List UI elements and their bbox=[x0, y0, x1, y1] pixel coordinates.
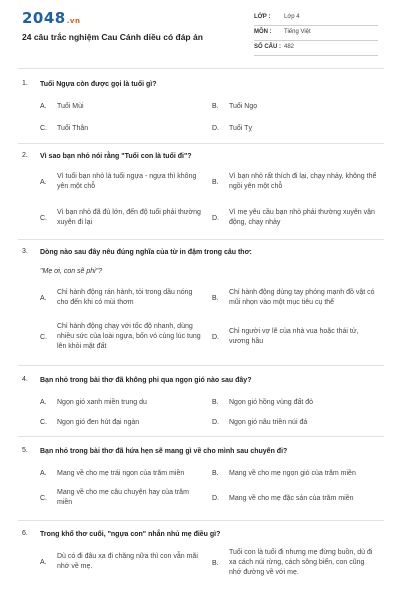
option-text: Vì bạn nhỏ rất thích đi lại, chạy nhảy, không thể ngồi yên một chỗ bbox=[229, 173, 377, 190]
document-title: 24 câu trắc nghiệm Cau Cánh diều có đáp án bbox=[22, 32, 203, 42]
option-text: Tuổi Thân bbox=[57, 125, 89, 132]
question-number: 1. bbox=[22, 80, 28, 87]
divider bbox=[18, 239, 384, 240]
question-number: 3. bbox=[22, 248, 28, 255]
meta-count-key: SỐ CÂU : bbox=[254, 44, 281, 50]
option-c[interactable] bbox=[40, 322, 210, 354]
option-letter: A. bbox=[40, 103, 47, 110]
option-c[interactable] bbox=[40, 208, 210, 230]
option-c[interactable] bbox=[40, 488, 210, 510]
question-text: Trong khổ thơ cuối, "ngựa con" nhắn nhủ mẹ điều gì? bbox=[40, 531, 221, 538]
option-text: Ngọn gió nâu triền núi đá bbox=[229, 419, 308, 426]
option-letter: A. bbox=[40, 559, 47, 566]
option-text: Tuổi con là tuổi đi nhưng mẹ đừng buồn, dù đi xa cách núi rừng, cách sông biển, con cũng nhớ đường về với mẹ. bbox=[229, 549, 373, 576]
option-letter: C. bbox=[40, 334, 47, 341]
option-text: Ngọn gió đen hút đại ngàn bbox=[57, 419, 140, 426]
option-text: Ngọn gió xanh miền trung du bbox=[57, 399, 147, 406]
question-text: Tuổi Ngựa còn được gọi là tuổi gì? bbox=[40, 81, 157, 88]
option-letter: C. bbox=[40, 495, 47, 502]
question-number: 6. bbox=[22, 530, 28, 537]
option-letter: B. bbox=[212, 179, 219, 186]
option-letter: A. bbox=[40, 295, 47, 302]
option-d[interactable] bbox=[212, 327, 382, 349]
meta-grade-value: Lớp 4 bbox=[284, 14, 300, 20]
question-number: 2. bbox=[22, 152, 28, 159]
meta-count bbox=[254, 40, 378, 56]
option-text: Ngọn gió hồng vùng đất đỏ bbox=[229, 399, 314, 406]
divider bbox=[18, 436, 384, 437]
option-text: Chỉ người vợ lẽ của nhà vua hoặc thái tử, vương hầu bbox=[229, 328, 359, 345]
question-text: Dòng nào sau đây nêu đúng nghĩa của từ in đậm trong câu thơ: bbox=[40, 249, 252, 256]
option-text: Tuổi Tỵ bbox=[229, 125, 252, 132]
option-letter: D. bbox=[212, 215, 219, 222]
divider bbox=[18, 365, 384, 366]
logo-suffix: .vn bbox=[66, 17, 81, 25]
option-text: Mang về cho mẹ câu chuyện hay của trăm miền bbox=[57, 489, 189, 506]
option-b[interactable] bbox=[212, 172, 382, 194]
option-a[interactable] bbox=[40, 172, 210, 194]
option-text: Mang về cho mẹ trái ngon của trăm miền bbox=[57, 470, 185, 477]
option-text: Vì mẹ yêu cầu bạn nhỏ phải thường xuyên vận động, chạy nhảy bbox=[229, 209, 375, 226]
divider bbox=[18, 520, 384, 521]
meta-count-value: 482 bbox=[284, 44, 295, 50]
option-letter: C. bbox=[40, 215, 47, 222]
question-text: Bạn nhỏ trong bài thơ đã không phi qua ngọn gió nào sau đây? bbox=[40, 377, 252, 384]
option-letter: A. bbox=[40, 399, 47, 406]
question-number: 5. bbox=[22, 447, 28, 454]
meta-subject-key: MÔN : bbox=[254, 29, 272, 35]
option-text: Dù có đi đâu xa đi chăng nữa thì con vẫn mãi nhớ về mẹ. bbox=[57, 553, 198, 570]
question-text: Bạn nhỏ trong bài thơ đã hứa hẹn sẽ mang gì về cho mình sau chuyến đi? bbox=[40, 448, 288, 455]
meta-grade-key: LỚP : bbox=[254, 14, 271, 20]
option-b[interactable] bbox=[212, 288, 382, 310]
option-a[interactable] bbox=[40, 288, 210, 310]
option-letter: C. bbox=[40, 419, 47, 426]
option-b[interactable] bbox=[212, 548, 382, 580]
option-letter: D. bbox=[212, 125, 219, 132]
option-text: Vì tuổi bạn nhỏ là tuổi ngựa - ngựa thì không yên một chỗ bbox=[57, 173, 197, 190]
option-letter: B. bbox=[212, 399, 219, 406]
site-logo[interactable] bbox=[22, 9, 80, 27]
option-a[interactable] bbox=[40, 552, 210, 574]
option-d[interactable] bbox=[212, 208, 382, 230]
option-letter: D. bbox=[212, 495, 219, 502]
option-letter: D. bbox=[212, 334, 219, 341]
option-letter: B. bbox=[212, 295, 219, 302]
divider bbox=[18, 143, 384, 144]
option-letter: A. bbox=[40, 470, 47, 477]
option-letter: D. bbox=[212, 419, 219, 426]
page-header bbox=[0, 0, 400, 68]
option-text: Chỉ hành động chạy với tốc độ nhanh, dùng nhiều sức của loài ngựa, bốn vó cùng lúc tung lên khỏi mặt đất bbox=[57, 323, 201, 350]
option-letter: C. bbox=[40, 125, 47, 132]
question-text: Vì sao bạn nhỏ nói rằng "Tuổi con là tuổi đi"? bbox=[40, 153, 192, 160]
question-number: 4. bbox=[22, 376, 28, 383]
option-text: Mang về cho mẹ đặc sản của trăm miền bbox=[229, 495, 354, 502]
option-letter: B. bbox=[212, 103, 219, 110]
meta-subject bbox=[254, 25, 378, 41]
option-text: Chỉ hành động dùng tay phóng mạnh đồ vật có mũi nhọn vào một mục tiêu cụ thể bbox=[229, 289, 375, 306]
divider bbox=[18, 68, 384, 69]
option-text: Tuổi Mùi bbox=[57, 103, 84, 110]
option-text: Chỉ hành động rán hành, tỏi trong dầu nóng cho đến khi có mùi thơm bbox=[57, 289, 193, 306]
option-letter: A. bbox=[40, 179, 47, 186]
option-text: Vì bạn nhỏ đã đủ lớn, đến độ tuổi phải thường xuyên đi lại bbox=[57, 209, 201, 226]
option-text: Tuổi Ngọ bbox=[229, 103, 258, 110]
option-letter: B. bbox=[212, 560, 219, 567]
option-letter: B. bbox=[212, 470, 219, 477]
meta-grade bbox=[254, 10, 378, 26]
question-quote: "Mẹ ơi, con sẽ phi"? bbox=[40, 268, 103, 275]
meta-subject-value: Tiếng Việt bbox=[284, 29, 311, 35]
option-text: Mang về cho mẹ ngọn gió của trăm miền bbox=[229, 470, 356, 477]
logo-text: 2048 bbox=[22, 9, 66, 27]
